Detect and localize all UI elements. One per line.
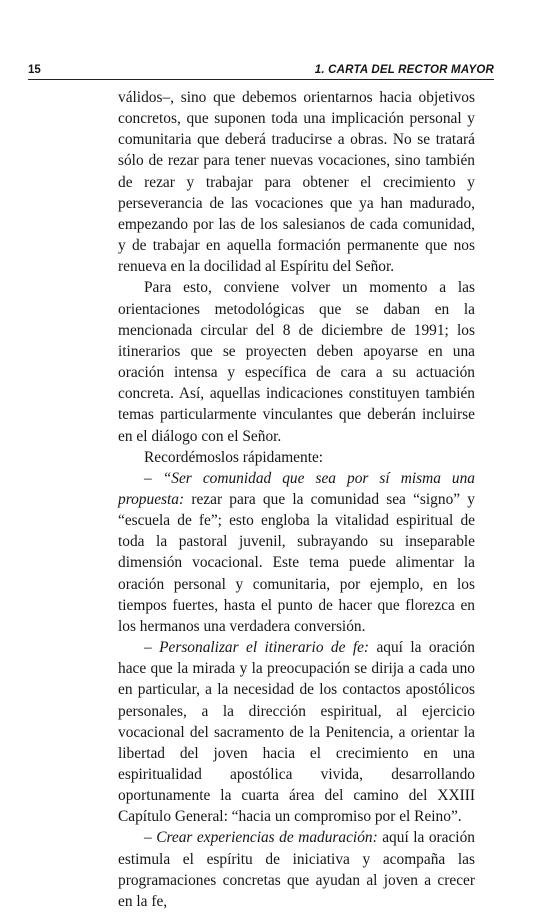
page-number: 15 [28, 64, 41, 76]
running-head: 1. CARTA DEL RECTOR MAYOR [314, 64, 494, 76]
paragraph-recall: Recordémoslos rápidamente: [144, 448, 324, 466]
item-text: aquí la oración estimula el espíritu de iniciativa y acompaña las programaciones concretas que ayudan al joven a crecer en la fe, [118, 829, 475, 910]
item-title: “Ser comunidad que sea por sí misma una propuesta: [118, 469, 475, 508]
paragraph-orientations: Para esto, conviene volver un momento a las orientaciones metodológicas que se daban en la mencionada circular del 8 de diciembre de 1991; los itinerarios que se proyecten deben apoyarse en una oración intensa y específica de cara a su actuación concreta. Así, aquellas indicaciones constituyen también temas particularmente vinculantes que deberán incluirse en el diálogo con el Señor. [118, 279, 475, 445]
item-dash: – [144, 829, 157, 847]
list-item-personalize [118, 637, 475, 827]
item-title: Personalizar el itinerario de fe: [159, 639, 370, 657]
page-header [28, 64, 494, 80]
item-dash: – [144, 469, 163, 487]
paragraph-continuation: válidos–, sino que debemos orientarnos hacia objetivos concretos, que suponen toda una implicación personal y comunitaria que deberá traducirse a obras. No se tratará sólo de rezar para tener nuevas vocaciones, sino también de rezar y trabajar para obtener el crecimiento y perseverancia de las vocaciones que ya han madurado, empezando por las de los salesianos de cada comunidad, y de trabajar en aquella formación permanente que nos renueva en la docilidad al Espíritu del Señor. [118, 89, 475, 276]
body-text [118, 87, 475, 912]
item-dash: – [144, 639, 160, 657]
list-item-experiences [118, 827, 475, 912]
item-text: aquí la oración hace que la mirada y la preocupación se dirija a cada uno en particular, a la necesidad de los contactos apostólicos personales, a la dirección espiritual, al ejercicio vocacional del sacramento de la Penitencia, a orientar la libertad del joven hacia el crecimiento en una espiritualidad apostólica vivida, desarrollando oportunamente la cuarta área del camino del XXIII Capítulo General: “hacia un compromiso por el Reino”. [118, 639, 475, 826]
item-title: Crear experiencias de maduración: [156, 829, 378, 847]
list-item-community [118, 468, 475, 637]
item-text: rezar para que la comunidad sea “signo” y “escuela de fe”; esto engloba la vitalidad espiritual de toda la pastoral juvenil, subrayando su inseparable dimensión vocacional. Este tema puede alimentar la oración personal y comunitaria, por ejemplo, en los tiempos fuertes, hasta el punto de hacer que florezca en los hermanos una verdadera conversión. [118, 490, 475, 635]
header-rule [28, 79, 494, 80]
